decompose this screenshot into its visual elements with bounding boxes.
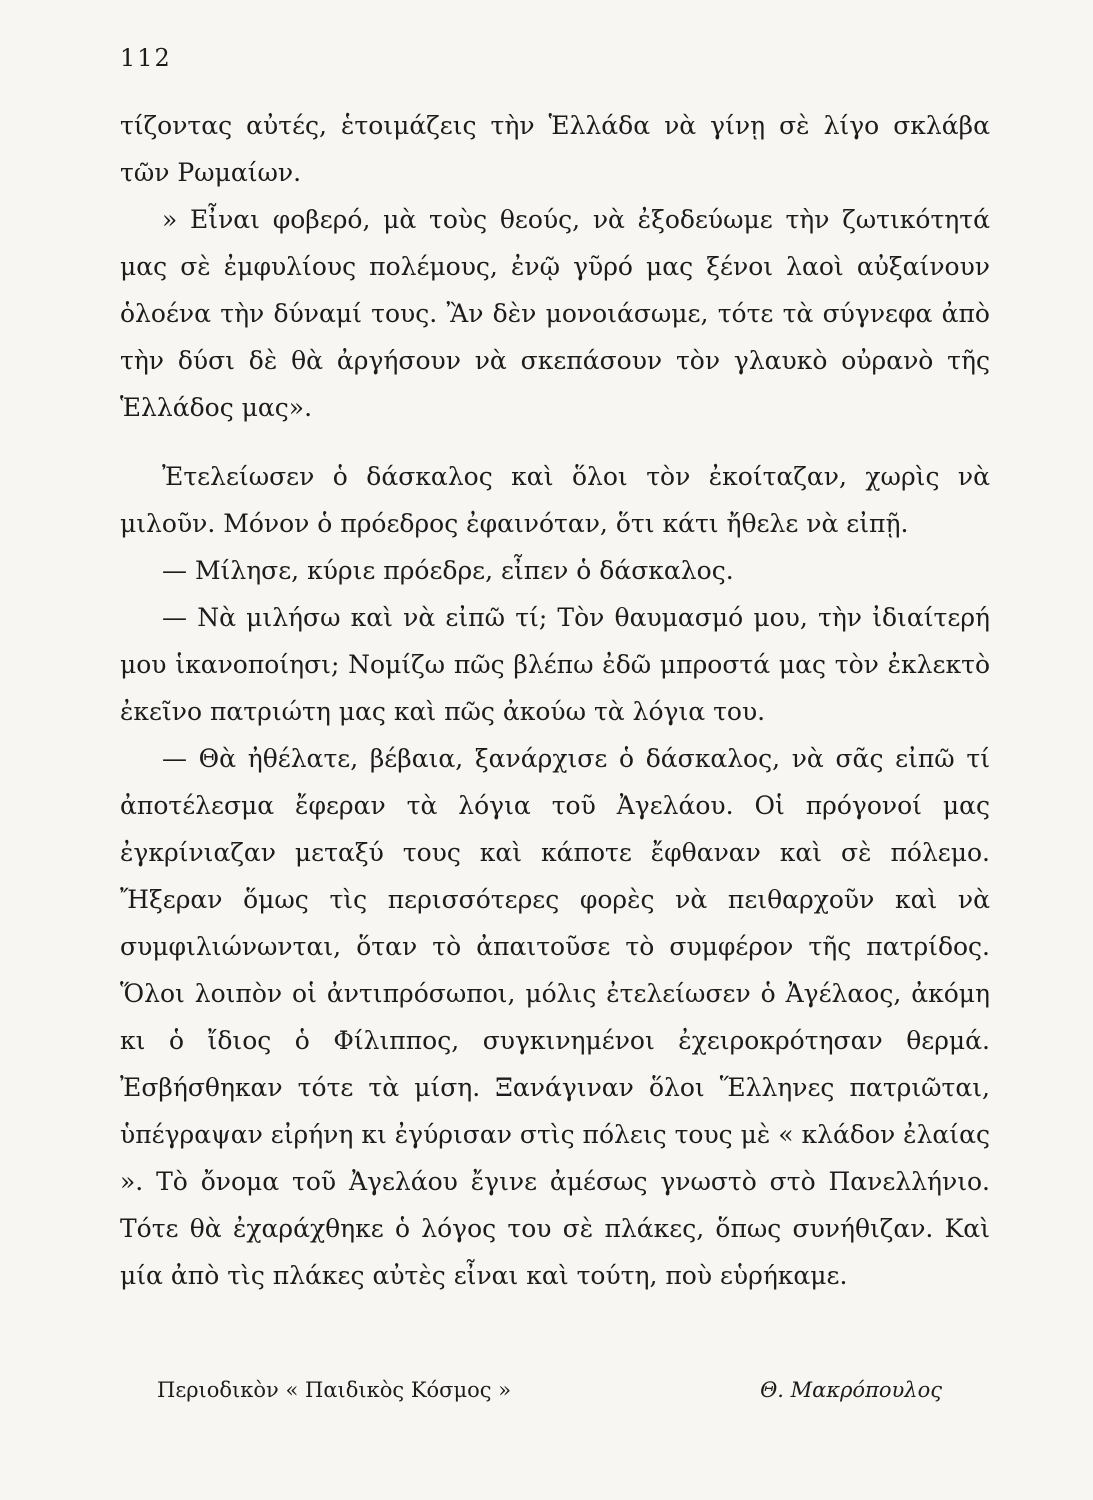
author-signature: Θ. Μακρόπουλος xyxy=(760,1378,942,1402)
body-text xyxy=(120,102,990,1299)
page-number: 112 xyxy=(120,44,172,72)
dialogue-line: — Θὰ ἠθέλατε, βέβαια, ξανάρχισε ὁ δάσκαλος, νὰ σᾶς εἰπῶ τί ἀποτέλεσμα ἔφεραν τὰ λόγια τοῦ Ἀγελάου. Οἱ πρόγονοί μας ἐγκρίνιαζαν μεταξύ τους καὶ κάποτε ἔφθαναν καὶ σὲ πόλεμο. Ἤξεραν ὅμως τὶς περισσότερες φορὲς νὰ πειθαρχοῦν καὶ νὰ συμφιλιώνωνται, ὅταν τὸ ἀπαιτοῦσε τὸ συμφέρον τῆς πατρίδος. Ὅλοι λοιπὸν οἱ ἀντιπρόσωποι, μόλις ἐτελείωσεν ὁ Ἀγέλαος, ἀκόμη κι ὁ ἴδιος ὁ Φίλιππος, συγκινημένοι ἐχειροκρότησαν θερμά. Ἐσβήσθηκαν τότε τὰ μίση. Ξανάγιναν ὅλοι Ἕλληνες πατριῶται, ὑπέγραψαν εἰρήνη κι ἐγύρισαν στὶς πόλεις τους μὲ « κλάδον ἐλαίας ». Τὸ ὄνομα τοῦ Ἀγελάου ἔγινε ἀμέσως γνωστὸ στὸ Πανελλήνιο. Τότε θὰ ἐχαράχθηκε ὁ λόγος του σὲ πλάκες, ὅπως συνήθιζαν. Καὶ μία ἀπὸ τὶς πλάκες αὐτὲς εἶναι καὶ τούτη, ποὺ εὑρήκαμε. xyxy=(120,744,990,1290)
dialogue-line: — Μίλησε, κύριε πρόεδρε, εἶπεν ὁ δάσκαλος. xyxy=(162,556,734,585)
source-citation: Περιοδικὸν « Παιδικὸς Κόσμος » xyxy=(157,1378,512,1402)
paragraph-speech: » Εἶναι φοβερό, μὰ τοὺς θεούς, νὰ ἐξοδεύωμε τὴν ζωτικότητά μας σὲ ἐμφυλίους πολέμους, ἐνῷ γῦρό μας ξένοι λαοὶ αὐξαίνουν ὁλοένα τὴν δύναμί τους. Ἂν δὲν μονοιάσωμε, τότε τὰ σύγνεφα ἀπὸ τὴν δύσι δὲ θὰ ἀργήσουν νὰ σκεπάσουν τὸν γλαυκὸ οὐρανὸ τῆς Ἑλλάδος μας». xyxy=(120,205,990,422)
footer xyxy=(157,1378,942,1402)
dialogue-line: — Νὰ μιλήσω καὶ νὰ εἰπῶ τί; Τὸν θαυμασμό μου, τὴν ἰδιαίτερή μου ἱκανοποίησι; Νομίζω πῶς βλέπω ἐδῶ μπροστά μας τὸν ἐκλεκτὸ ἐκεῖνο πατριώτη μας καὶ πῶς ἀκούω τὰ λόγια του. xyxy=(120,603,990,726)
paragraph-continued: τίζοντας αὐτές, ἑτοιμάζεις τὴν Ἑλλάδα νὰ γίνῃ σὲ λίγο σκλάβα τῶν Ρωμαίων. xyxy=(120,111,990,187)
paragraph-narration: Ἐτελείωσεν ὁ δάσκαλος καὶ ὅλοι τὸν ἐκοίταζαν, χωρὶς νὰ μιλοῦν. Μόνον ὁ πρόεδρος ἐφαινόταν, ὅτι κάτι ἤθελε νὰ εἰπῇ. xyxy=(120,462,990,538)
